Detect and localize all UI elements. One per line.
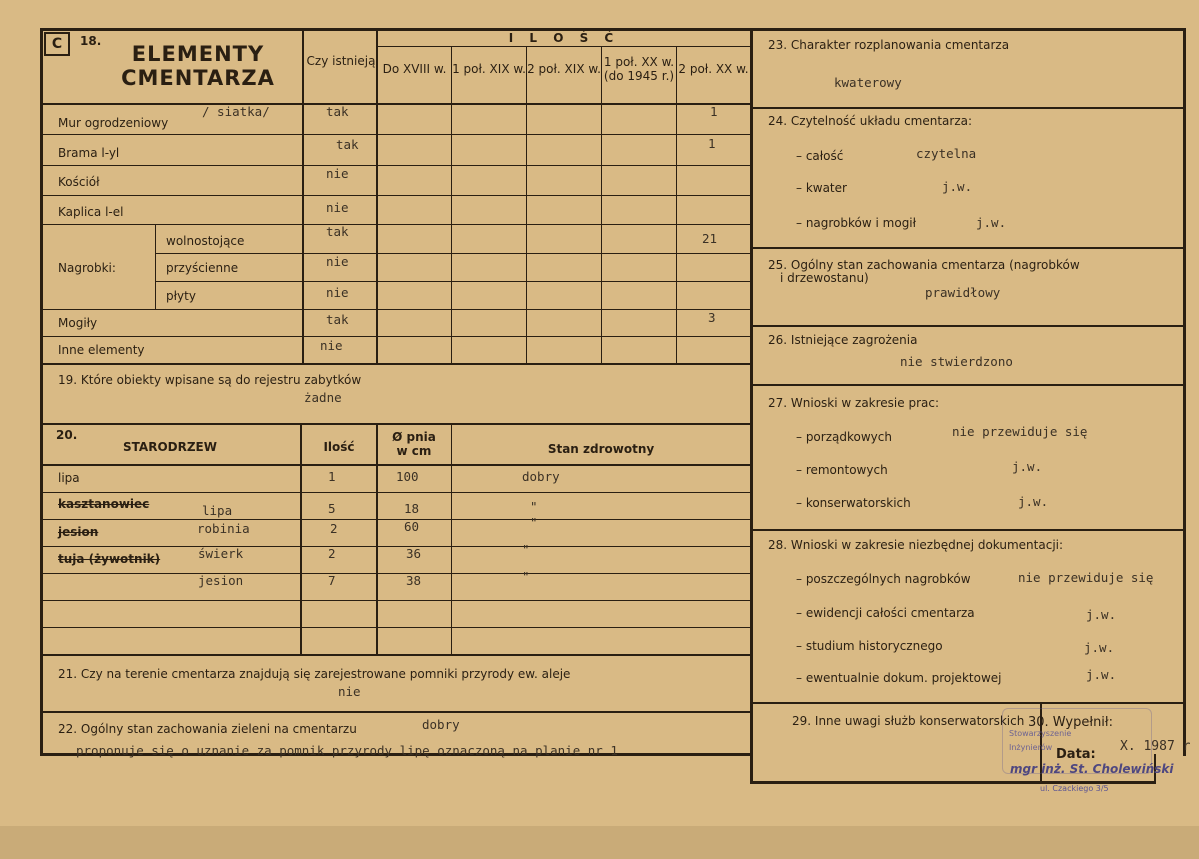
section-18-number: 18. — [80, 34, 102, 48]
rule — [40, 654, 750, 656]
section-19-label: 19. Które obiekty wpisane są do rejestru zabytków — [58, 373, 362, 387]
rule — [750, 529, 1186, 531]
s24-item-label-3: – nagrobków i mogił — [796, 216, 917, 230]
row-exists-freestanding: tak — [326, 224, 349, 239]
s24-item-value-2: j.w. — [942, 179, 973, 194]
row-exists-chapel: nie — [326, 200, 349, 215]
rule — [40, 103, 750, 105]
section-18-title — [98, 42, 298, 90]
s27-item-value-2: j.w. — [1012, 459, 1043, 474]
rule — [40, 28, 43, 756]
tree-health-1: dobry — [522, 469, 560, 484]
s24-item-label-2: – kwater — [796, 181, 847, 195]
rule — [40, 423, 750, 425]
period-header-4: 1 poł. XX w. (do 1945 r.) — [603, 55, 675, 83]
rule — [40, 309, 750, 310]
tree-health-4: " — [522, 542, 530, 557]
tree-printed-3: jesion — [58, 525, 99, 539]
section-26-label: 26. Istniejące zagrożenia — [768, 333, 918, 347]
rule — [155, 281, 750, 282]
cemetery-record-form — [40, 28, 1191, 793]
rule — [40, 165, 750, 166]
rule — [601, 46, 602, 364]
section-22-label: 22. Ogólny stan zachowania zieleni na cmentarzu — [58, 722, 357, 736]
date-label: Data: — [1056, 747, 1096, 762]
row-note-wall: / siatka/ — [202, 104, 270, 119]
rule — [302, 28, 304, 364]
tree-count-4: 2 — [328, 546, 336, 561]
s28-item-label-2: – ewidencji całości cmentarza — [796, 606, 975, 620]
period-header-3: 2 poł. XIX w. — [527, 62, 601, 76]
s27-item-value-1: nie przewiduje się — [952, 424, 1088, 439]
s28-item-value-4: j.w. — [1086, 667, 1117, 682]
period-header-2: 1 poł. XIX w. — [452, 62, 526, 76]
rule — [40, 519, 750, 520]
rule — [750, 702, 1186, 704]
ilosc-header: I L O Ś Ć — [508, 31, 620, 45]
section-25-label-2: i drzewostanu) — [780, 271, 869, 285]
row-exists-wall-mounted: nie — [326, 254, 349, 269]
rule — [676, 46, 677, 364]
rule — [451, 46, 452, 364]
s28-item-value-2: j.w. — [1086, 607, 1117, 622]
section-23-label: 23. Charakter rozplanowania cmentarza — [768, 38, 1010, 52]
row-exists-gate: tak — [336, 137, 359, 152]
tree-typed-2: lipa — [202, 503, 233, 518]
stamp-address: ul. Czackiego 3/5 — [1040, 784, 1109, 793]
row-group-tombstones: Nagrobki: — [58, 261, 116, 275]
section-letter-box: C — [44, 32, 70, 56]
tree-count-1: 1 — [328, 469, 336, 484]
tree-diam-3: 60 — [404, 519, 420, 534]
rule — [40, 492, 750, 493]
section-28-label: 28. Wnioski w zakresie niezbędnej dokumentacji: — [768, 538, 1064, 552]
section-26-value: nie stwierdzono — [900, 354, 1013, 369]
tree-typed-4: świerk — [198, 546, 244, 561]
section-29-label: 29. Inne uwagi służb konserwatorskich — [792, 714, 1025, 728]
row-count-freestanding: 21 — [702, 231, 718, 246]
tree-typed-5: jesion — [198, 573, 244, 588]
rule — [40, 336, 750, 337]
rule — [750, 325, 1186, 327]
tree-diam-4: 36 — [406, 546, 422, 561]
paper-bottom-edge — [0, 826, 1199, 859]
rule — [40, 224, 750, 225]
row-exists-church: nie — [326, 166, 349, 181]
section-23-value: kwaterowy — [834, 75, 902, 90]
date-value: X. 1987 r — [1120, 739, 1191, 754]
s24-item-value-3: j.w. — [976, 215, 1007, 230]
s28-item-label-1: – poszczególnych nagrobków — [796, 572, 971, 586]
row-exists-graves: tak — [326, 312, 349, 327]
s24-item-value-1: czytelna — [916, 146, 977, 161]
rule — [40, 363, 750, 365]
s27-item-label-3: – konserwatorskich — [796, 496, 911, 510]
s28-item-value-3: j.w. — [1084, 640, 1115, 655]
section-20-title: STARODRZEW — [123, 440, 217, 454]
section-24-label: 24. Czytelność układu cmentarza: — [768, 114, 973, 128]
rule — [750, 247, 1186, 249]
section-18-title-line1: ELEMENTY — [131, 42, 265, 66]
row-label-freestanding: wolnostojące — [166, 234, 245, 248]
section-22-value: dobry — [422, 717, 460, 732]
s28-item-value-1: nie przewiduje się — [1018, 570, 1154, 585]
rule — [451, 425, 452, 654]
s27-item-value-3: j.w. — [1018, 494, 1049, 509]
rule — [750, 28, 753, 784]
stamp-line-1: Stowarzyszenie — [1009, 729, 1072, 738]
row-count-gate: 1 — [708, 136, 716, 151]
row-count-graves: 3 — [708, 310, 716, 325]
rule — [40, 627, 750, 628]
section-27-label: 27. Wnioski w zakresie prac: — [768, 396, 940, 410]
rule — [376, 28, 378, 364]
s27-item-label-1: – porządkowych — [796, 430, 892, 444]
row-label-church: Kościół — [58, 175, 100, 189]
stamp-line-2: Inżynierów — [1009, 743, 1053, 752]
row-label-chapel: Kaplica l-el — [58, 205, 124, 219]
period-header-5: 2 poł. XX w. — [678, 62, 749, 76]
col-diameter-header: Ø pnia w cm — [392, 430, 436, 458]
rule — [376, 425, 378, 654]
rule — [750, 107, 1186, 109]
row-label-wall-mounted: przyścienne — [166, 261, 239, 275]
rule — [526, 46, 527, 364]
col-exists-header: Czy istnieją — [306, 54, 376, 68]
section-25-label-1: 25. Ogólny stan zachowania cmentarza (nagrobków — [768, 258, 1080, 272]
s27-item-label-2: – remontowych — [796, 463, 888, 477]
tree-diam-1: 100 — [396, 469, 419, 484]
s24-item-label-1: – całość — [796, 149, 844, 163]
section-25-value: prawidłowy — [925, 285, 1001, 300]
rule — [40, 573, 750, 574]
rule — [378, 46, 750, 47]
row-exists-wall: tak — [326, 104, 349, 119]
rule — [155, 224, 156, 309]
row-label-other: Inne elementy — [58, 343, 145, 357]
rule — [1183, 28, 1186, 756]
section-21-value: nie — [338, 684, 361, 699]
rule — [40, 600, 750, 601]
tree-health-5: " — [522, 569, 530, 584]
tree-printed-2: kasztanowiec — [58, 497, 150, 511]
tree-typed-3: robinia — [197, 521, 250, 536]
rule — [40, 711, 750, 713]
row-label-graves: Mogiły — [58, 316, 98, 330]
rule — [750, 384, 1186, 386]
row-count-wall: 1 — [710, 104, 718, 119]
row-label-gate: Brama l-yl — [58, 146, 120, 160]
tree-printed-4: tuja (żywotnik) — [58, 552, 161, 566]
section-21-label: 21. Czy na terenie cmentarza znajdują się zarejestrowane pomniki przyrody ew. aleje — [58, 667, 571, 681]
rule — [40, 134, 750, 135]
section-18-title-line2: CMENTARZA — [121, 66, 275, 90]
period-header-1: Do XVIII w. — [382, 62, 447, 76]
row-label-slabs: płyty — [166, 289, 196, 303]
tree-count-3: 2 — [330, 521, 338, 536]
tree-health-2: " — [530, 499, 538, 514]
s28-item-label-3: – studium historycznego — [796, 639, 943, 653]
rule — [40, 464, 750, 466]
rule — [40, 195, 750, 196]
rule — [40, 546, 750, 547]
rule — [300, 425, 302, 654]
section-30-label: 30. Wypełnił: — [1028, 715, 1113, 730]
tree-diam-5: 38 — [406, 573, 422, 588]
row-exists-slabs: nie — [326, 285, 349, 300]
section-20-number: 20. — [56, 428, 78, 442]
tree-count-5: 7 — [328, 573, 336, 588]
section-19-value: żadne — [304, 390, 342, 405]
rule — [155, 253, 750, 254]
row-label-wall: Mur ogrodzeniowy — [58, 116, 169, 130]
row-exists-other: nie — [320, 338, 343, 353]
tree-diam-2: 18 — [404, 501, 420, 516]
col-health-header: Stan zdrowotny — [547, 442, 655, 456]
s28-item-label-4: – ewentualnie dokum. projektowej — [796, 671, 1002, 685]
tree-health-3: " — [530, 515, 538, 530]
signature-stamp: mgr inż. St. Cholewiński — [1010, 762, 1174, 776]
col-count-header: Ilość — [323, 440, 355, 454]
tree-printed-1: lipa — [58, 471, 80, 485]
section-22-note: proponuje się o uznanie za pomnik przyrody lipę oznaczoną na planie nr 1 — [76, 743, 618, 758]
tree-count-2: 5 — [328, 501, 336, 516]
